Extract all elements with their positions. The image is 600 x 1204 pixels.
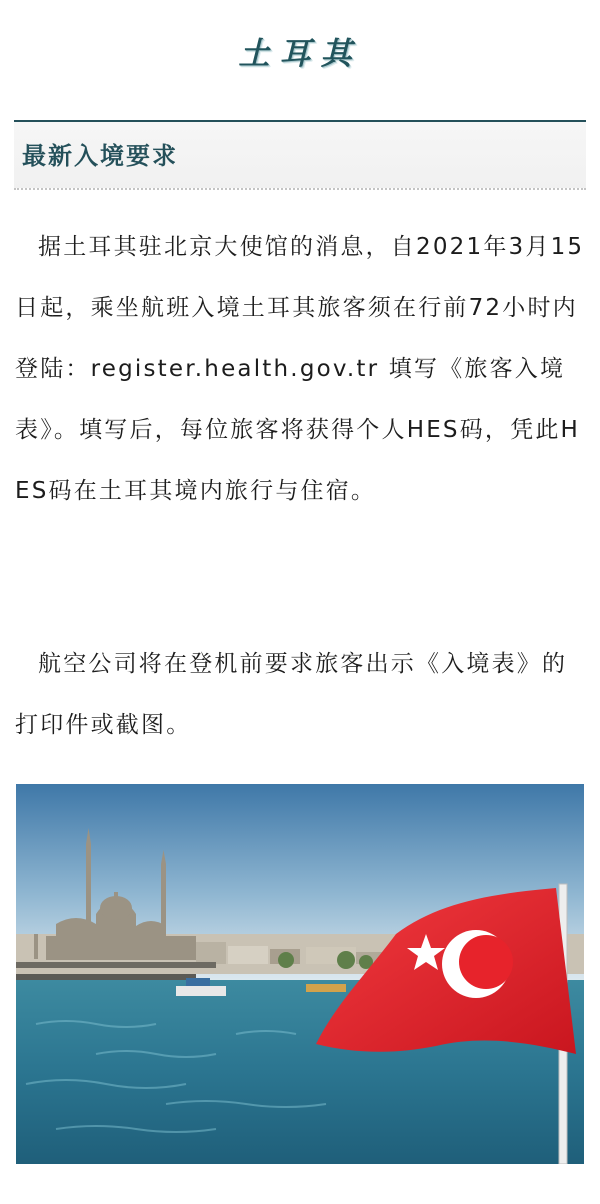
section-header [14, 120, 586, 188]
bridge [16, 962, 216, 968]
istanbul-photo-illustration [16, 784, 584, 1164]
paragraph-entry-requirements: 据土耳其驻北京大使馆的消息，自2021年3月15日起，乘坐航班入境土耳其旅客须在行前72小时内登陆：register.health.gov.tr 填写《旅客入境表》。填写后，每位旅客将获得个人HES码，凭此HES码在土耳其境内旅行与住宿。 [15, 234, 585, 504]
page-title: 土耳其 [238, 36, 362, 72]
istanbul-photo [16, 784, 584, 1164]
section-title: 最新入境要求 [22, 142, 178, 170]
paragraph-airline-check: 航空公司将在登机前要求旅客出示《入境表》的打印件或截图。 [15, 651, 568, 738]
section-divider [14, 188, 586, 190]
